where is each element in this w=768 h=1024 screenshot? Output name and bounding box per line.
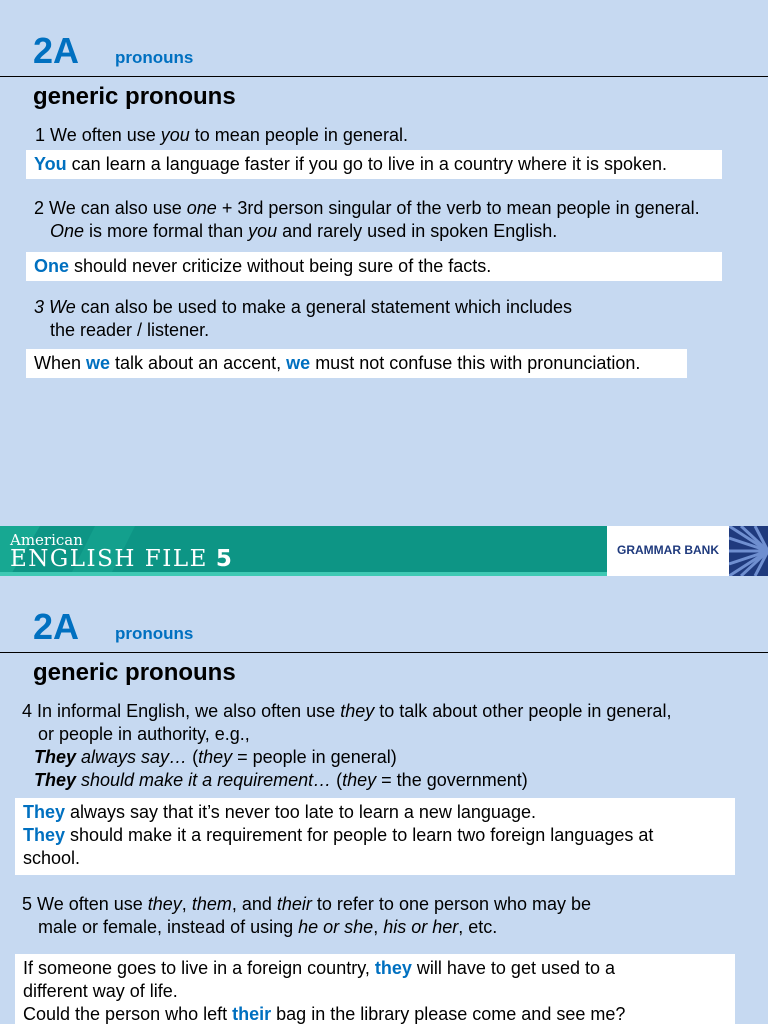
banner-american-label: American [10,531,83,549]
rule-5: 5 We often use they, them, and their to refer to one person who may be male or female, instead of using he or she, his or her, etc. [22,894,592,937]
example-box-5: If someone goes to live in a foreign country, they will have to get used to a different way of life. Could the person who left their bag in the library please come and see me? [15,954,735,1024]
banner-stripe [0,572,607,576]
rule-3: 3 We can also be used to make a general statement which includes the reader / listener. [34,297,573,340]
example-box-1: You can learn a language faster if you go to live in a country where it is spoken. [26,150,722,179]
header-divider [0,76,768,77]
banner-title: ENGLISH FILE 5 [10,546,234,572]
rule-4: 4 In informal English, we also often use they to talk about other people in general, or people in authority, e.g., They always say… (they = people in general) They should make it a requirement… (they = the government) [22,701,672,790]
header-divider [0,652,768,653]
section-heading: generic pronouns [33,659,236,686]
topic-label: pronouns [115,48,194,67]
rule-1: 1 We often use you to mean people in general. [35,125,408,145]
topic-label: pronouns [115,624,194,643]
example-box-4: They always say that it’s never too late to learn a new language. They should make it a requirement for people to learn two foreign languages at school. [15,798,735,875]
sunburst-logo [729,526,768,576]
grammar-bank-badge: GRAMMAR BANK [607,526,729,576]
rule-2: 2 We can also use one + 3rd person singular of the verb to mean people in general. One is more formal than you and rarely used in spoken English. [34,198,700,241]
unit-number: 2A [33,606,80,647]
section-heading: generic pronouns [33,83,236,110]
example-box-2: One should never criticize without being sure of the facts. [26,252,722,281]
unit-number: 2A [33,30,80,71]
example-box-3: When we talk about an accent, we must not confuse this with pronunciation. [26,349,687,378]
